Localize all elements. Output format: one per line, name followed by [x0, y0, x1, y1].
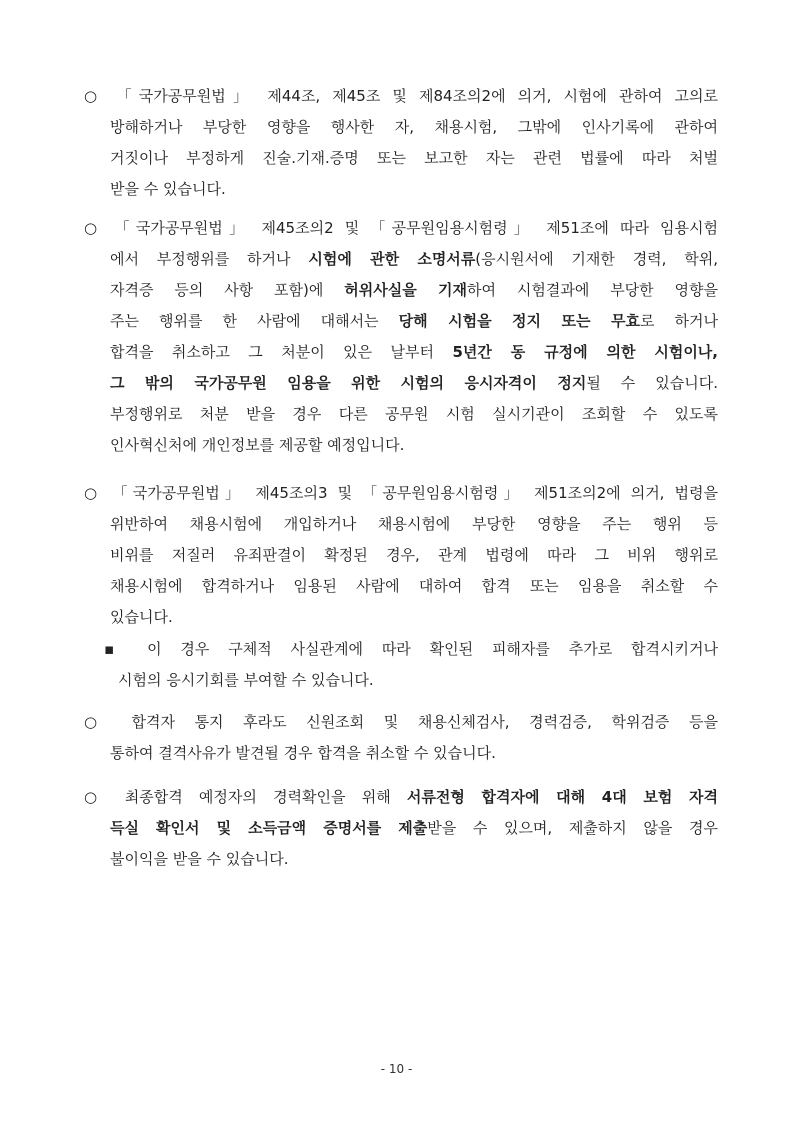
text-run: ○ 「국가공무원법」 제44조, 제45조 및 제84조의2에 의거, 시험에 관하여 고의로	[84, 87, 718, 105]
text-run: ○ 합격자 통지 후라도 신원조회 및 채용신체검사, 경력검증, 학위검증 등을	[84, 713, 718, 731]
text-run: 방해하거나 부당한 영향을 행사한 자, 채용시험, 그밖에 인사기록에 관하여	[110, 118, 718, 136]
paragraph-hiring-interference	[84, 478, 718, 633]
text-run: 시험의 응시기회를 부여할 수 있습니다.	[118, 671, 374, 689]
text-run: 받을 수 있습니다.	[110, 180, 226, 198]
subparagraph-victim-relief	[104, 634, 718, 696]
text-line	[84, 143, 718, 174]
text-line	[84, 368, 718, 399]
text-run: 합격을 취소하고 그 처분이 있은 날부터	[110, 343, 453, 361]
text-run: 인사혁신처에 개인정보를 제공할 예정입니다.	[110, 436, 405, 454]
text-line	[84, 738, 718, 769]
text-run: 받을 수 있으며, 제출하지 않을 경우	[427, 819, 718, 837]
text-run: ○ 「국가공무원법」 제45조의2 및 「공무원임용시험령」 제51조에 따라 임용시험	[84, 219, 718, 237]
text-run: 자격증 등의 사항 포함)에	[110, 281, 345, 299]
text-line	[84, 813, 718, 844]
text-line	[84, 844, 718, 875]
text-run: 비위를 저질러 유죄판결이 확정된 경우, 관계 법령에 따라 그 비위 행위로	[110, 546, 718, 564]
text-line	[84, 540, 718, 571]
text-line	[84, 399, 718, 430]
page-number: - 10 -	[380, 1062, 413, 1076]
text-line	[104, 634, 718, 665]
text-line	[84, 430, 718, 461]
text-line	[84, 275, 718, 306]
text-line	[84, 707, 718, 738]
text-run: 채용시험에 합격하거나 임용된 사람에 대하여 합격 또는 임용을 취소할 수	[110, 577, 718, 595]
bold-text-run: 그 밖의 국가공무원 임용을 위한 시험의 응시자격이 정지	[110, 374, 587, 392]
text-line	[84, 244, 718, 275]
text-line	[84, 306, 718, 337]
text-run: ○ 최종합격 예정자의 경력확인을 위해	[84, 788, 407, 806]
text-run: 될 수 있습니다.	[586, 374, 719, 392]
text-run: 불이익을 받을 수 있습니다.	[110, 850, 289, 868]
paragraph-penalty-obstruction	[84, 81, 718, 205]
text-run: 부정행위로 처분 받을 경우 다른 공무원 시험 실시기관이 조회할 수 있도록	[110, 405, 718, 423]
text-line	[84, 571, 718, 602]
text-run: 있습니다.	[110, 608, 173, 626]
text-run: 에서 부정행위를 하거나	[110, 250, 309, 268]
text-run: ○ 「국가공무원법」 제45조의3 및 「공무원임용시험령」 제51조의2에 의거, 법령을	[84, 484, 718, 502]
paragraph-career-verification	[84, 782, 718, 875]
text-run: (응시원서에 기재한 경력, 학위,	[475, 250, 718, 268]
text-run: 주는 행위를 한 사람에 대해서는	[110, 312, 399, 330]
text-run: 하여 시험결과에 부당한 영향을	[467, 281, 719, 299]
text-run: ▪ 이 경우 구체적 사실관계에 따라 확인된 피해자를 추가로 합격시키거나	[104, 640, 718, 658]
bold-text-run: 당해 시험을 정지 또는 무효	[398, 312, 640, 330]
paragraph-misconduct-disqualification	[84, 213, 718, 461]
bold-text-run: 서류전형 합격자에 대해 4대 보험 자격	[406, 788, 718, 806]
bold-text-run: 시험에 관한 소명서류	[308, 250, 476, 268]
text-run: 로 하거나	[640, 312, 719, 330]
text-line	[84, 112, 718, 143]
paragraph-background-check	[84, 707, 718, 769]
text-line	[84, 174, 718, 205]
text-line	[84, 782, 718, 813]
text-line	[104, 665, 718, 696]
text-line	[84, 81, 718, 112]
text-line	[84, 213, 718, 244]
text-line	[84, 478, 718, 509]
bold-text-run: 득실 확인서 및 소득금액 증명서를 제출	[110, 819, 428, 837]
bold-text-run: 허위사실을 기재	[344, 281, 468, 299]
text-run: 거짓이나 부정하게 진술.기재.증명 또는 보고한 자는 관련 법률에 따라 처벌	[110, 149, 718, 167]
bold-text-run: 5년간 동 규정에 의한 시험이나,	[452, 343, 718, 361]
text-run: 통하여 결격사유가 발견될 경우 합격을 취소할 수 있습니다.	[110, 744, 496, 762]
text-run: 위반하여 채용시험에 개입하거나 채용시험에 부당한 영향을 주는 행위 등	[110, 515, 718, 533]
text-line	[84, 602, 718, 633]
text-line	[84, 509, 718, 540]
text-line	[84, 337, 718, 368]
